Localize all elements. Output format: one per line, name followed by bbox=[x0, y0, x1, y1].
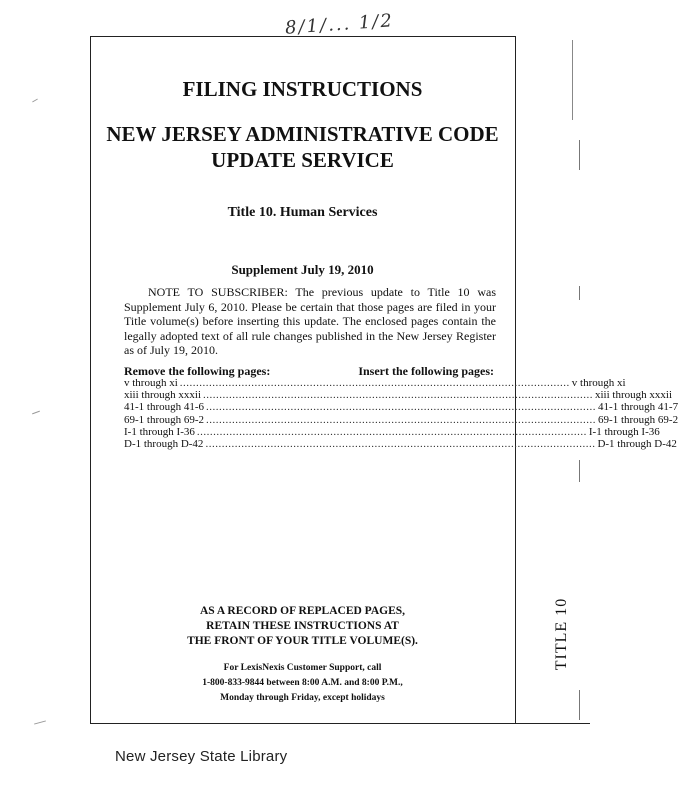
remove-range: 69-1 through 69-2 bbox=[124, 413, 205, 426]
scan-speck bbox=[32, 411, 40, 415]
scan-speck bbox=[32, 99, 38, 103]
dot-leader: ........................................................................................................................ bbox=[203, 389, 593, 402]
table-row bbox=[124, 401, 678, 414]
support-line1: For LexisNexis Customer Support, call bbox=[223, 663, 382, 673]
tab-edge-tick bbox=[579, 286, 580, 300]
support-line3: Monday through Friday, except holidays bbox=[220, 693, 385, 703]
title-tab bbox=[527, 594, 597, 674]
table-row bbox=[124, 389, 672, 402]
record-notice-line3: THE FRONT OF YOUR TITLE VOLUME(S). bbox=[187, 635, 418, 647]
dot-leader: ........................................................................................................................ bbox=[179, 377, 570, 389]
code-title-line1: NEW JERSEY ADMINISTRATIVE CODE bbox=[106, 122, 499, 146]
remove-range: xiii through xxxii bbox=[124, 389, 201, 402]
library-stamp: New Jersey State Library bbox=[115, 748, 288, 765]
remove-range: v through xi bbox=[124, 377, 178, 389]
handwritten-annotation: 8/1/... 1/2 bbox=[284, 10, 395, 39]
record-notice bbox=[90, 604, 515, 649]
dot-leader: ........................................................................................................................ bbox=[206, 401, 597, 414]
page-table bbox=[124, 377, 678, 450]
tab-edge-line bbox=[572, 40, 573, 120]
table-row bbox=[124, 437, 677, 450]
scan-speck bbox=[34, 720, 46, 724]
tab-edge-tick bbox=[579, 460, 580, 482]
insert-range: xiii through xxxii bbox=[595, 389, 672, 402]
dot-leader: ........................................................................................................................ bbox=[206, 413, 597, 426]
page-title: FILING INSTRUCTIONS bbox=[182, 77, 423, 101]
remove-range: D-1 through D-42 bbox=[124, 437, 204, 450]
table-row bbox=[124, 413, 678, 426]
insert-range: D-1 through D-42 bbox=[597, 437, 677, 450]
remove-range: 41-1 through 41-6 bbox=[124, 401, 205, 414]
tab-edge-tick bbox=[579, 140, 580, 170]
record-notice-line1: AS A RECORD OF REPLACED PAGES, bbox=[199, 605, 406, 617]
code-title-line2: UPDATE SERVICE bbox=[211, 148, 394, 172]
document-subtitle: Title 10. Human Services bbox=[227, 205, 378, 220]
record-notice-line2: RETAIN THESE INSTRUCTIONS AT bbox=[206, 620, 399, 632]
table-row bbox=[124, 425, 660, 438]
customer-support-info bbox=[90, 661, 515, 706]
tab-label: TITLE 10 bbox=[553, 597, 570, 671]
insert-range: 69-1 through 69-2 bbox=[598, 413, 678, 426]
dot-leader: ........................................................................................................................ bbox=[205, 437, 596, 450]
remove-range: I-1 through I-36 bbox=[124, 425, 195, 438]
insert-pages-header: Insert the following pages: bbox=[358, 364, 494, 378]
supplement-date: Supplement July 19, 2010 bbox=[231, 262, 374, 277]
note-to-subscriber: NOTE TO SUBSCRIBER: The previous update to Title 10 was Supplement July 6, 2010. Please be certain that those pages are filed in your Title volume(s) before inserting this update. The enclosed pages contain the legally adopted text of all rule changes published in the New Jersey Register as of July 19, 2010. bbox=[124, 285, 496, 357]
tab-edge-tick bbox=[579, 690, 580, 720]
insert-range: 41-1 through 41-7 bbox=[598, 401, 678, 414]
dot-leader: ........................................................................................................................ bbox=[196, 425, 587, 438]
support-line2: 1-800-833-9844 between 8:00 A.M. and 8:00 P.M., bbox=[202, 678, 403, 688]
insert-range: v through xi bbox=[571, 377, 626, 389]
table-row bbox=[124, 377, 626, 389]
insert-range: I-1 through I-36 bbox=[588, 425, 660, 438]
bottom-rule bbox=[90, 723, 590, 724]
remove-pages-header: Remove the following pages: bbox=[124, 364, 271, 378]
